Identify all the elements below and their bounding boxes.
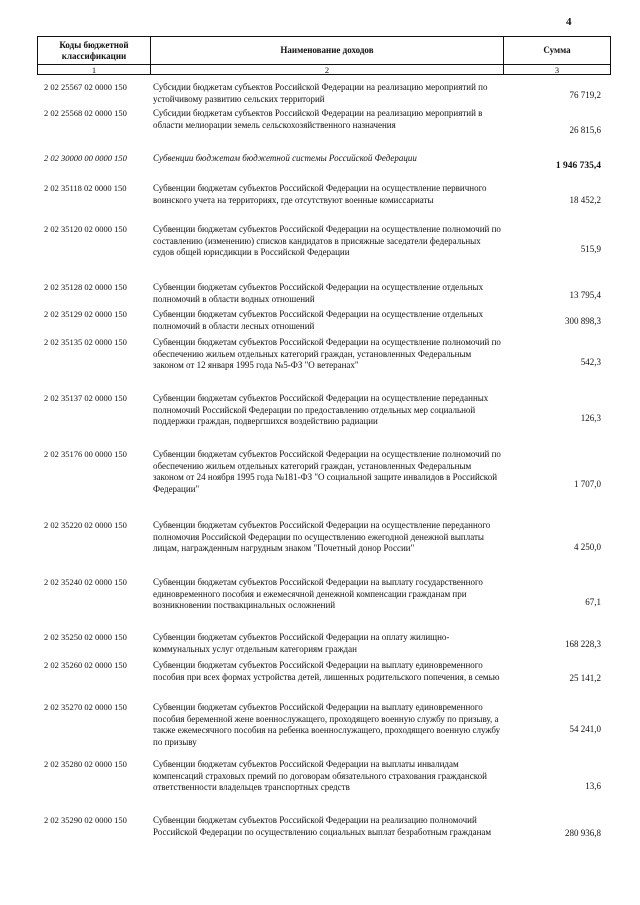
row-amount: 25 141,2 (569, 673, 601, 683)
row-name: Субвенции бюджетам субъектов Российской Федерации на реализацию полномочий Российской Федерации по осуществлению социальных выплат безработным гражданам (153, 815, 492, 837)
row-code: 2 02 25568 02 0000 150 (44, 108, 127, 118)
row-code: 2 02 35135 02 0000 150 (44, 337, 127, 347)
row-code: 2 02 35280 02 0000 150 (44, 759, 127, 769)
row-name: Субвенции бюджетам субъектов Российской Федерации на осуществление первичного воинского учета на территориях, где отсутствуют военные комиссариаты (153, 183, 487, 205)
row-amount: 1 707,0 (574, 479, 601, 489)
row-amount: 26 815,6 (569, 125, 601, 135)
row-code: 2 02 35260 02 0000 150 (44, 660, 127, 670)
row-code: 2 02 35118 02 0000 150 (44, 183, 127, 193)
header-num-1: 1 (38, 64, 151, 75)
row-name: Субвенции бюджетам субъектов Российской Федерации на выплату единовременного пособия при всех формах устройства детей, лишенных родительского попечения, в семью (153, 660, 500, 682)
row-code: 2 02 35240 02 0000 150 (44, 577, 127, 587)
row-name: Субвенции бюджетам субъектов Российской Федерации на оплату жилищно-коммунальных услуг отдельным категориям граждан (153, 632, 450, 654)
row-code: 2 02 35120 02 0000 150 (44, 224, 127, 234)
row-amount: 126,3 (580, 413, 601, 423)
row-code: 2 02 35250 02 0000 150 (44, 632, 127, 642)
row-name: Субвенции бюджетам субъектов Российской Федерации на осуществление полномочий по обеспечению жильем отдельных категорий граждан, установленных Федеральным законом от 12 января 1995 года №5-ФЗ "О ветеранах" (153, 337, 501, 370)
header-num-3: 3 (504, 64, 610, 75)
row-code: 2 02 35290 02 0000 150 (44, 815, 127, 825)
row-name: Субвенции бюджетам субъектов Российской Федерации на выплаты инвалидам компенсаций страховых премий по договорам обязательного страхования гражданской ответственности владельцев транспортных средств (153, 759, 487, 792)
header-name: Наименование доходов (151, 37, 504, 64)
row-amount: 4 250,0 (574, 542, 601, 552)
header-sum: Сумма (543, 45, 571, 56)
row-name: Субвенции бюджетам субъектов Российской Федерации на осуществление полномочий по обеспечению жильем отдельных категорий граждан, установленных Федеральным законом от 24 ноября 1995 года №181-ФЗ "О социальной защите инвалидов в Российской Федерации" (153, 449, 501, 494)
row-name: Субвенции бюджетам субъектов Российской Федерации на осуществление отдельных полномочий в области лесных отношений (153, 309, 484, 331)
row-code: 2 02 35220 02 0000 150 (44, 520, 127, 530)
row-name: Субсидии бюджетам субъектов Российской Федерации на реализацию мероприятий по устойчивому развитию сельских территорий (153, 82, 488, 104)
row-amount: 168 228,3 (565, 639, 601, 649)
row-amount: 515,9 (580, 244, 601, 254)
row-amount: 280 936,8 (565, 828, 601, 838)
header-num-2: 2 (151, 64, 504, 75)
table-header (37, 36, 611, 75)
row-code: 2 02 35137 02 0000 150 (44, 393, 127, 403)
header-codes: Коды бюджетной классификации (38, 37, 151, 64)
row-amount: 542,3 (580, 357, 601, 367)
row-name: Субвенции бюджетам субъектов Российской Федерации на осуществление переданных полномочий Российской Федерации по предоставлению отдельных мер социальной поддержки граждан, подвергшихся воздействию радиации (153, 393, 489, 426)
row-amount: 54 241,0 (569, 724, 601, 734)
row-name: Субвенции бюджетам субъектов Российской Федерации на выплату единовременного пособия беременной жене военнослужащего, проходящего военную службу по призыву, а также ежемесячного пособия на ребенка военнослужащего, проходящего военную службу по призыву (153, 702, 501, 747)
row-amount: 67,1 (585, 597, 601, 607)
row-code: 2 02 35128 02 0000 150 (44, 282, 127, 292)
row-name: Субвенции бюджетам субъектов Российской Федерации на осуществление отдельных полномочий в области водных отношений (153, 282, 484, 304)
row-name: Субвенции бюджетам бюджетной системы Российской Федерации (153, 153, 417, 163)
row-amount: 1 946 735,4 (555, 161, 601, 171)
row-amount: 13 795,4 (569, 290, 601, 300)
row-amount: 13,6 (585, 781, 601, 791)
page-number: 4 (566, 16, 572, 28)
row-name: Субвенции бюджетам субъектов Российской Федерации на осуществление полномочий по составлению (изменению) списков кандидатов в присяжные заседатели федеральных судов общей юрисдикции в Российской Федерации (153, 224, 501, 257)
row-code: 2 02 30000 00 0000 150 (44, 153, 127, 163)
row-code: 2 02 25567 02 0000 150 (44, 82, 127, 92)
row-code: 2 02 35129 02 0000 150 (44, 309, 127, 319)
row-code: 2 02 35176 00 0000 150 (44, 449, 127, 459)
row-amount: 300 898,3 (565, 316, 601, 326)
row-amount: 18 452,2 (569, 195, 601, 205)
row-name: Субвенции бюджетам субъектов Российской Федерации на осуществление переданного полномочия Российской Федерации по осуществлению ежегодной денежной выплаты лицам, награжденным нагрудным знаком "Почетный донор России" (153, 520, 491, 553)
row-name: Субвенции бюджетам субъектов Российской Федерации на выплату государственного единовременного пособия и ежемесячной денежной компенсации гражданам при возникновении поствакцинальных осложнений (153, 577, 483, 610)
row-name: Субсидии бюджетам субъектов Российской Федерации на реализацию мероприятий в области мелиорации земель сельскохозяйственного назначения (153, 108, 483, 130)
row-amount: 76 719,2 (569, 90, 601, 100)
row-code: 2 02 35270 02 0000 150 (44, 702, 127, 712)
